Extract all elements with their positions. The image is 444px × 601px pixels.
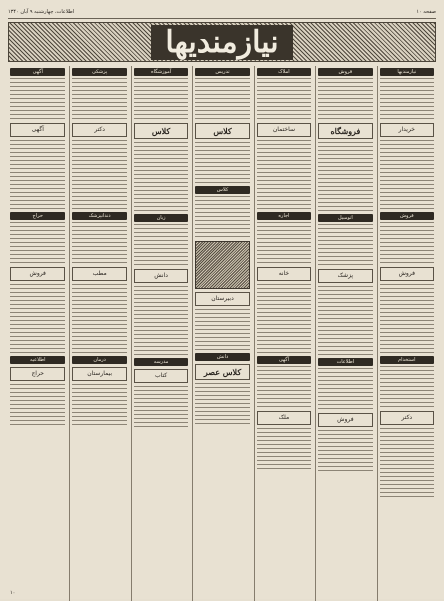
- page-label: صفحه ۱۰: [416, 9, 436, 15]
- text-block: [257, 222, 311, 264]
- section-head: تدریس: [195, 68, 249, 76]
- text-block: [195, 196, 249, 238]
- ad-box: ملک: [257, 411, 311, 425]
- text-block: [134, 142, 188, 212]
- section-head: کلاس: [195, 186, 249, 194]
- text-block: [318, 78, 372, 120]
- ad-box: کلاس عصر: [195, 364, 249, 380]
- section-head: مدرسه: [134, 358, 188, 366]
- section-head: اتومبیل: [318, 214, 372, 222]
- text-block: [380, 366, 434, 408]
- text-block: [257, 366, 311, 408]
- text-block: [318, 224, 372, 266]
- section-head: نیازمندیها: [380, 68, 434, 76]
- text-block: [195, 309, 249, 351]
- text-block: [318, 430, 372, 472]
- column-2: [315, 66, 374, 601]
- column-1: [377, 66, 436, 601]
- section-head: اطلاعات: [318, 358, 372, 366]
- column-6: [69, 66, 128, 601]
- issue-line: اطلاعات، چهارشنبه ۹ آبان ۱۳۴۰: [8, 9, 75, 15]
- text-block: [380, 140, 434, 210]
- text-block: [257, 428, 311, 470]
- ad-box: فروش: [380, 267, 434, 281]
- text-block: [318, 142, 372, 212]
- section-head: استخدام: [380, 356, 434, 364]
- footer-page-number: ۱۰: [10, 590, 16, 596]
- text-block: [10, 384, 65, 426]
- column-5: [131, 66, 190, 601]
- classified-columns: [8, 66, 436, 601]
- illustrated-ad: [195, 241, 249, 289]
- ad-box: دکتر: [72, 123, 126, 137]
- ad-box: فروشگاه: [318, 123, 372, 139]
- text-block: [195, 142, 249, 184]
- ad-box: خانه: [257, 267, 311, 281]
- text-block: [257, 284, 311, 354]
- ad-box: خریدار: [380, 123, 434, 137]
- text-block: [134, 386, 188, 428]
- text-block: [72, 222, 126, 264]
- ad-box: فروش: [10, 267, 65, 281]
- column-3: [254, 66, 313, 601]
- ad-box: کلاس: [134, 123, 188, 139]
- section-head: درمان: [72, 356, 126, 364]
- section-head: پزشکی: [72, 68, 126, 76]
- text-block: [72, 140, 126, 210]
- text-block: [134, 286, 188, 356]
- text-block: [195, 78, 249, 120]
- text-block: [257, 140, 311, 210]
- text-block: [72, 384, 126, 426]
- ad-box: دانش: [134, 269, 188, 283]
- section-head: فروش: [380, 212, 434, 220]
- section-head: حراج: [10, 212, 65, 220]
- ad-box: حراج: [10, 367, 65, 381]
- ad-box: آگهی: [10, 123, 65, 137]
- masthead: [8, 22, 436, 62]
- ad-box: کلاس: [195, 123, 249, 139]
- text-block: [380, 78, 434, 120]
- text-block: [195, 383, 249, 425]
- section-head: آموزشگاه: [134, 68, 188, 76]
- text-block: [72, 78, 126, 120]
- ad-box: ساختمان: [257, 123, 311, 137]
- column-4: [192, 66, 251, 601]
- ad-box: فروش: [318, 413, 372, 427]
- section-head: دندانپزشک: [72, 212, 126, 220]
- masthead-title: نیازمندیها: [151, 25, 292, 60]
- section-head: اطلاعیه: [10, 356, 65, 364]
- text-block: [318, 368, 372, 410]
- section-head: املاک: [257, 68, 311, 76]
- top-bar: [8, 6, 436, 19]
- text-block: [134, 78, 188, 120]
- text-block: [10, 284, 65, 354]
- section-head: اجاره: [257, 212, 311, 220]
- text-block: [72, 284, 126, 354]
- ad-box: دکتر: [380, 411, 434, 425]
- text-block: [318, 286, 372, 356]
- section-head: زبان: [134, 214, 188, 222]
- text-block: [10, 222, 65, 264]
- text-block: [380, 428, 434, 498]
- text-block: [257, 78, 311, 120]
- text-block: [134, 224, 188, 266]
- text-block: [10, 78, 65, 120]
- text-block: [10, 140, 65, 210]
- ad-box: دبیرستان: [195, 292, 249, 306]
- section-head: دانش: [195, 353, 249, 361]
- ad-box: بیمارستان: [72, 367, 126, 381]
- ad-box: پزشک: [318, 269, 372, 283]
- ad-box: کتاب: [134, 369, 188, 383]
- ad-box: مطب: [72, 267, 126, 281]
- section-head: فروش: [318, 68, 372, 76]
- text-block: [380, 284, 434, 354]
- section-head: آگهی: [10, 68, 65, 76]
- text-block: [380, 222, 434, 264]
- section-head: آگهی: [257, 356, 311, 364]
- column-7: [8, 66, 67, 601]
